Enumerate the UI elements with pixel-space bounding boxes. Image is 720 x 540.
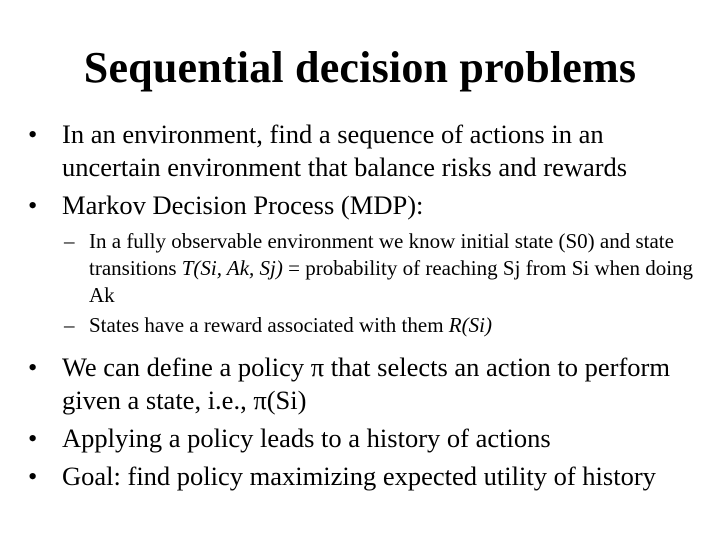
slide-content	[26, 118, 706, 498]
sub-bullet-text-cont: = probability of reaching Sj from Si when doing Ak	[89, 256, 694, 307]
bullet-marker: •	[28, 423, 38, 453]
bullet-item	[26, 118, 706, 184]
bullet-marker: •	[28, 119, 38, 149]
sub-bullet-text: In a fully observable environment we know initial state (S0) and state transitions	[89, 229, 674, 280]
sub-bullet-marker: –	[64, 313, 75, 337]
bullet-item	[26, 351, 706, 417]
bullet-marker: •	[28, 352, 38, 382]
sub-bullet-item	[26, 228, 706, 309]
bullet-text: Applying a policy leads to a history of actions	[62, 423, 551, 453]
slide-title: Sequential decision problems	[83, 43, 637, 92]
sub-bullet-item	[26, 312, 706, 339]
sub-bullet-list	[26, 228, 706, 339]
bullet-text: Markov Decision Process (MDP):	[62, 190, 424, 220]
transition-function: T(Si, Ak, Sj)	[181, 256, 283, 280]
bullet-item	[26, 189, 706, 222]
bullet-text: We can define a policy π that selects an action to perform given a state, i.e., π(Si)	[62, 352, 670, 415]
bullet-item	[26, 422, 706, 455]
bullet-marker: •	[28, 190, 38, 220]
reward-function: R(Si)	[448, 313, 492, 337]
bullet-text: In an environment, find a sequence of actions in an uncertain environment that balance risks and rewards	[62, 119, 628, 182]
sub-bullet-text: States have a reward associated with them	[89, 313, 449, 337]
bullet-text: Goal: find policy maximizing expected utility of history	[62, 461, 656, 491]
bullet-marker: •	[28, 461, 38, 491]
sub-bullet-marker: –	[64, 229, 75, 253]
bullet-item	[26, 460, 706, 493]
